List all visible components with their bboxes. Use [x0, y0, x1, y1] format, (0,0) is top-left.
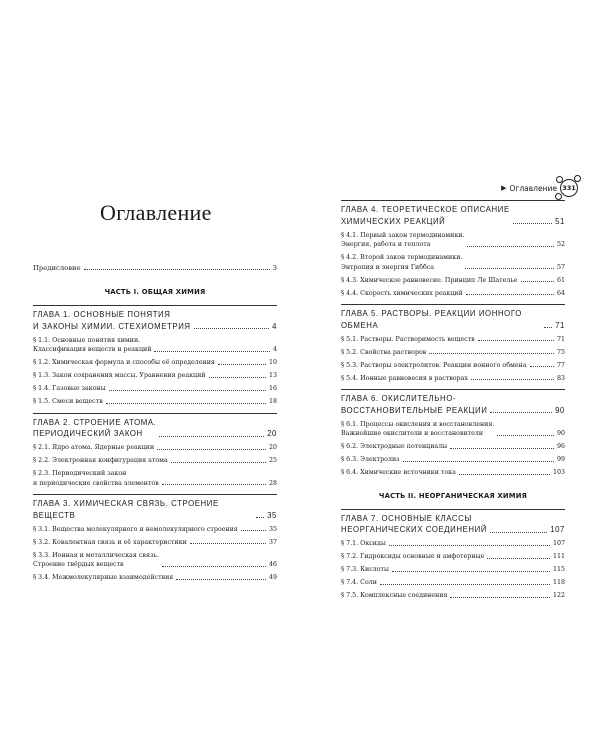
toc-entry-section[interactable]: [33, 397, 277, 407]
entry-page: 103: [552, 469, 565, 476]
entry-page: 99: [556, 456, 565, 463]
leader-dots: [209, 377, 266, 378]
entry-title: ГЛАВА 4. ТЕОРЕТИЧЕСКОЕ ОПИСАНИЕ ХИМИЧЕСКИХ РЕАКЦИЙ: [341, 205, 510, 226]
toc-entry-section[interactable]: [341, 276, 565, 286]
entry-title: § 6.3. Электролиз: [341, 456, 400, 463]
toc-entry-section[interactable]: [341, 420, 565, 439]
entry-page: 4: [272, 346, 277, 353]
leader-dots: [466, 294, 554, 295]
toc-entry-section[interactable]: [341, 335, 565, 345]
leader-dots: [190, 543, 266, 544]
entry-title: ГЛАВА 2. СТРОЕНИЕ АТОМА. ПЕРИОДИЧЕСКИЙ ЗАКОН: [33, 417, 157, 438]
entry-title: § 2.1. Ядро атома. Ядерные реакции: [33, 444, 155, 451]
entry-page: 96: [556, 443, 565, 450]
entry-title: § 1.2. Химическая формула и способы её определения: [33, 359, 215, 366]
toc-right-column: [341, 200, 565, 601]
leader-dots: [497, 435, 554, 436]
entry-title: ГЛАВА 1. ОСНОВНЫЕ ПОНЯТИЯ И ЗАКОНЫ ХИМИИ. СТЕХИОМЕТРИЯ: [33, 310, 191, 331]
entry-title: § 4.4. Скорость химических реакций: [341, 289, 463, 297]
entry-title: ГЛАВА 5. РАСТВОРЫ. РЕАКЦИИ ИОННОГО ОБМЕНА: [341, 309, 522, 330]
toc-entry-section[interactable]: [341, 348, 565, 358]
leader-dots: [176, 579, 266, 580]
toc-entry-section[interactable]: [33, 443, 277, 453]
entry-title: § 7.3. Кислоты: [341, 566, 390, 573]
toc-chapters: [33, 305, 277, 583]
atom-dot-icon: [555, 193, 562, 200]
leader-dots: [465, 268, 554, 269]
entry-title: § 7.5. Комплексные соединения: [341, 592, 448, 599]
toc-entry-chapter[interactable]: [341, 513, 565, 536]
entry-page: 46: [268, 561, 277, 568]
toc-entry-section[interactable]: [341, 374, 565, 384]
entry-page: 64: [556, 289, 565, 297]
entry-page: 13: [268, 372, 277, 379]
chapter-divider: [341, 304, 565, 305]
part-title: ЧАСТЬ II. НЕОРГАНИЧЕСКАЯ ХИМИЯ: [378, 491, 528, 500]
entry-title: § 6.4. Химические источники тока: [341, 469, 456, 476]
entry-page: 10: [268, 359, 277, 366]
toc-entry-section[interactable]: [341, 591, 565, 601]
entry-title: § 3.2. Ковалентная связь и её характеристики: [33, 538, 187, 546]
leader-dots: [487, 558, 550, 559]
entry-title: § 3.4. Межмолекулярные взаимодействия: [33, 574, 174, 581]
entry-page: 75: [556, 348, 565, 356]
entry-title: § 1.4. Газовые законы: [33, 385, 106, 392]
leader-dots: [478, 340, 554, 341]
leader-dots: [256, 517, 264, 518]
leader-dots: [106, 403, 266, 404]
entry-title: § 4.3. Химическое равновесие. Принцип Ле Шателье: [341, 276, 518, 284]
leader-dots: [380, 584, 550, 585]
entry-title: § 2.2. Электронная конфигурация атома: [33, 457, 168, 464]
leader-dots: [162, 484, 266, 485]
leader-dots: [450, 597, 550, 598]
toc-entry-section[interactable]: [33, 336, 277, 355]
toc-entry-section[interactable]: [33, 525, 277, 535]
entry-page: 16: [268, 385, 277, 392]
entry-title: § 5.3. Растворы электролитов. Реакции ионного обмена: [341, 361, 527, 369]
leader-dots: [84, 269, 270, 270]
leader-dots: [389, 545, 550, 546]
entry-title: § 7.2. Гидроксиды основные и амфотерные: [341, 553, 485, 560]
leader-dots: [159, 436, 264, 437]
chapter-divider: [341, 200, 565, 201]
toc-entry-section[interactable]: [341, 442, 565, 452]
leader-dots: [467, 246, 554, 247]
entry-page: 49: [268, 574, 277, 581]
entry-page: 83: [556, 374, 565, 382]
entry-page: 111: [552, 553, 565, 560]
entry-title: § 5.4. Ионные равновесия в растворах: [341, 374, 468, 382]
entry-title: § 6.1. Процессы окисления и восстановления. Важнейшие окислители и восстановители: [341, 420, 495, 437]
entry-title: § 1.5. Смеси веществ: [33, 398, 103, 405]
leader-dots: [530, 366, 554, 367]
toc-chapters: [341, 200, 565, 478]
toc-entry-section[interactable]: [341, 539, 565, 549]
toc-entry-section[interactable]: [33, 358, 277, 368]
toc-entry-section[interactable]: [33, 456, 277, 466]
header-label: Оглавление: [509, 183, 557, 193]
entry-page: 107: [552, 540, 565, 547]
chapter-divider: [33, 413, 277, 414]
entry-page: 77: [556, 361, 565, 369]
entry-page: 28: [268, 479, 277, 487]
leader-dots: [392, 571, 550, 572]
entry-title: § 1.1. Основные понятия химии. Классификация веществ и реакций: [33, 336, 152, 353]
toc-entry-chapter[interactable]: [33, 417, 277, 440]
leader-dots: [490, 412, 552, 413]
entry-page: 52: [556, 241, 565, 248]
page-number-badge: [560, 179, 578, 197]
chapter-divider: [341, 509, 565, 510]
entry-title: § 1.3. Закон сохранения массы. Уравнения реакций: [33, 372, 206, 379]
toc-chapters: [341, 509, 565, 601]
entry-page: 115: [552, 566, 565, 573]
chapter-divider: [33, 494, 277, 495]
entry-page: 18: [268, 398, 277, 405]
entry-title: § 6.2. Электродные потенциалы: [341, 443, 448, 450]
toc-entry-section[interactable]: [33, 384, 277, 394]
entry-page: 90: [555, 405, 565, 415]
page-number: 331: [562, 184, 576, 192]
entry-title: § 7.4. Соли: [341, 579, 377, 586]
entry-title: § 3.3. Ионная и металлическая связь. Строение твёрдых веществ: [33, 551, 159, 568]
entry-title: § 4.1. Первый закон термодинамики. Энергия, работа и теплота: [341, 231, 465, 248]
leader-dots: [109, 390, 266, 391]
leader-dots: [171, 462, 266, 463]
leader-dots: [403, 461, 554, 462]
toc-entry-section[interactable]: [341, 578, 565, 588]
entry-title: § 7.1. Оксиды: [341, 540, 386, 547]
toc-entry-section[interactable]: [341, 565, 565, 575]
leader-dots: [218, 364, 266, 365]
entry-page: 71: [556, 335, 565, 343]
toc-entry-section[interactable]: [341, 552, 565, 562]
entry-page: 3: [272, 264, 277, 272]
leader-dots: [194, 328, 269, 329]
page-title: Оглавление: [100, 200, 212, 225]
entry-title: § 2.3. Периодический закон и периодические свойства элементов: [33, 470, 159, 487]
leader-dots: [471, 379, 554, 380]
leader-dots: [429, 353, 554, 354]
toc-entry-section[interactable]: [341, 289, 565, 299]
entry-title: § 3.1. Вещества молекулярного и немолекулярного строения: [33, 525, 238, 533]
toc-entry-section[interactable]: [341, 231, 565, 250]
entry-page: 122: [552, 592, 565, 599]
toc-entry-section[interactable]: [33, 469, 277, 488]
leader-dots: [513, 223, 552, 224]
toc-left-column: [33, 263, 277, 583]
entry-page: 20: [268, 444, 277, 451]
entry-page: 51: [555, 216, 565, 226]
toc-entry-chapter[interactable]: [341, 308, 565, 331]
leader-dots: [162, 566, 266, 567]
toc-entry-chapter[interactable]: [33, 309, 277, 332]
chapter-divider: [33, 305, 277, 306]
running-header: [501, 176, 578, 200]
toc-entry-section[interactable]: [33, 573, 277, 583]
entry-page: 37: [268, 538, 277, 546]
entry-page: 71: [555, 320, 565, 330]
toc-entry-section[interactable]: [341, 253, 565, 272]
leader-dots: [241, 530, 266, 531]
leader-dots: [157, 449, 266, 450]
entry-page: 35: [267, 510, 277, 520]
entry-title: § 5.1. Растворы. Растворимость веществ: [341, 335, 475, 343]
entry-title: § 5.2. Свойства растворов: [341, 348, 427, 356]
entry-page: 4: [272, 321, 277, 331]
entry-page: 25: [268, 457, 277, 464]
entry-title: § 4.2. Второй закон термодинамики. Энтропия и энергия Гиббса: [341, 254, 463, 271]
toc-entry-section[interactable]: [33, 551, 277, 570]
chapter-divider: [341, 389, 565, 390]
toc-entry-chapter[interactable]: [341, 393, 565, 416]
entry-page: 57: [556, 263, 565, 271]
toc-entry-section[interactable]: [33, 371, 277, 381]
atom-dot-icon: [574, 175, 581, 182]
entry-page: 90: [556, 430, 565, 437]
toc-entry-section[interactable]: [341, 468, 565, 478]
triangle-marker-icon: ▶: [501, 184, 507, 192]
entry-page: 118: [552, 579, 565, 586]
toc-entry-section[interactable]: [33, 538, 277, 548]
leader-dots: [450, 448, 554, 449]
part-title: ЧАСТЬ I. ОБЩАЯ ХИМИЯ: [104, 288, 206, 296]
leader-dots: [544, 327, 552, 328]
entry-title: ГЛАВА 3. ХИМИЧЕСКАЯ СВЯЗЬ. СТРОЕНИЕ ВЕЩЕСТВ: [33, 499, 219, 520]
toc-entry-chapter[interactable]: [33, 498, 277, 521]
leader-dots: [521, 281, 554, 282]
atom-dot-icon: [556, 176, 563, 183]
toc-entry-chapter[interactable]: [341, 204, 565, 227]
entry-title: ГЛАВА 7. ОСНОВНЫЕ КЛАССЫ НЕОРГАНИЧЕСКИХ СОЕДИНЕНИЙ: [341, 513, 488, 534]
toc-entry-section[interactable]: [341, 361, 565, 371]
toc-entry-preface[interactable]: [33, 263, 277, 273]
leader-dots: [154, 351, 270, 352]
entry-page: 61: [556, 276, 565, 284]
leader-dots: [459, 474, 550, 475]
entry-title: ГЛАВА 6. ОКИСЛИТЕЛЬНО- ВОССТАНОВИТЕЛЬНЫЕ РЕАКЦИИ: [341, 394, 488, 415]
entry-page: 20: [267, 429, 277, 438]
entry-page: 107: [550, 525, 565, 534]
leader-dots: [490, 532, 547, 533]
entry-title: Предисловие: [33, 264, 81, 272]
entry-page: 35: [268, 525, 277, 533]
toc-entry-section[interactable]: [341, 455, 565, 465]
